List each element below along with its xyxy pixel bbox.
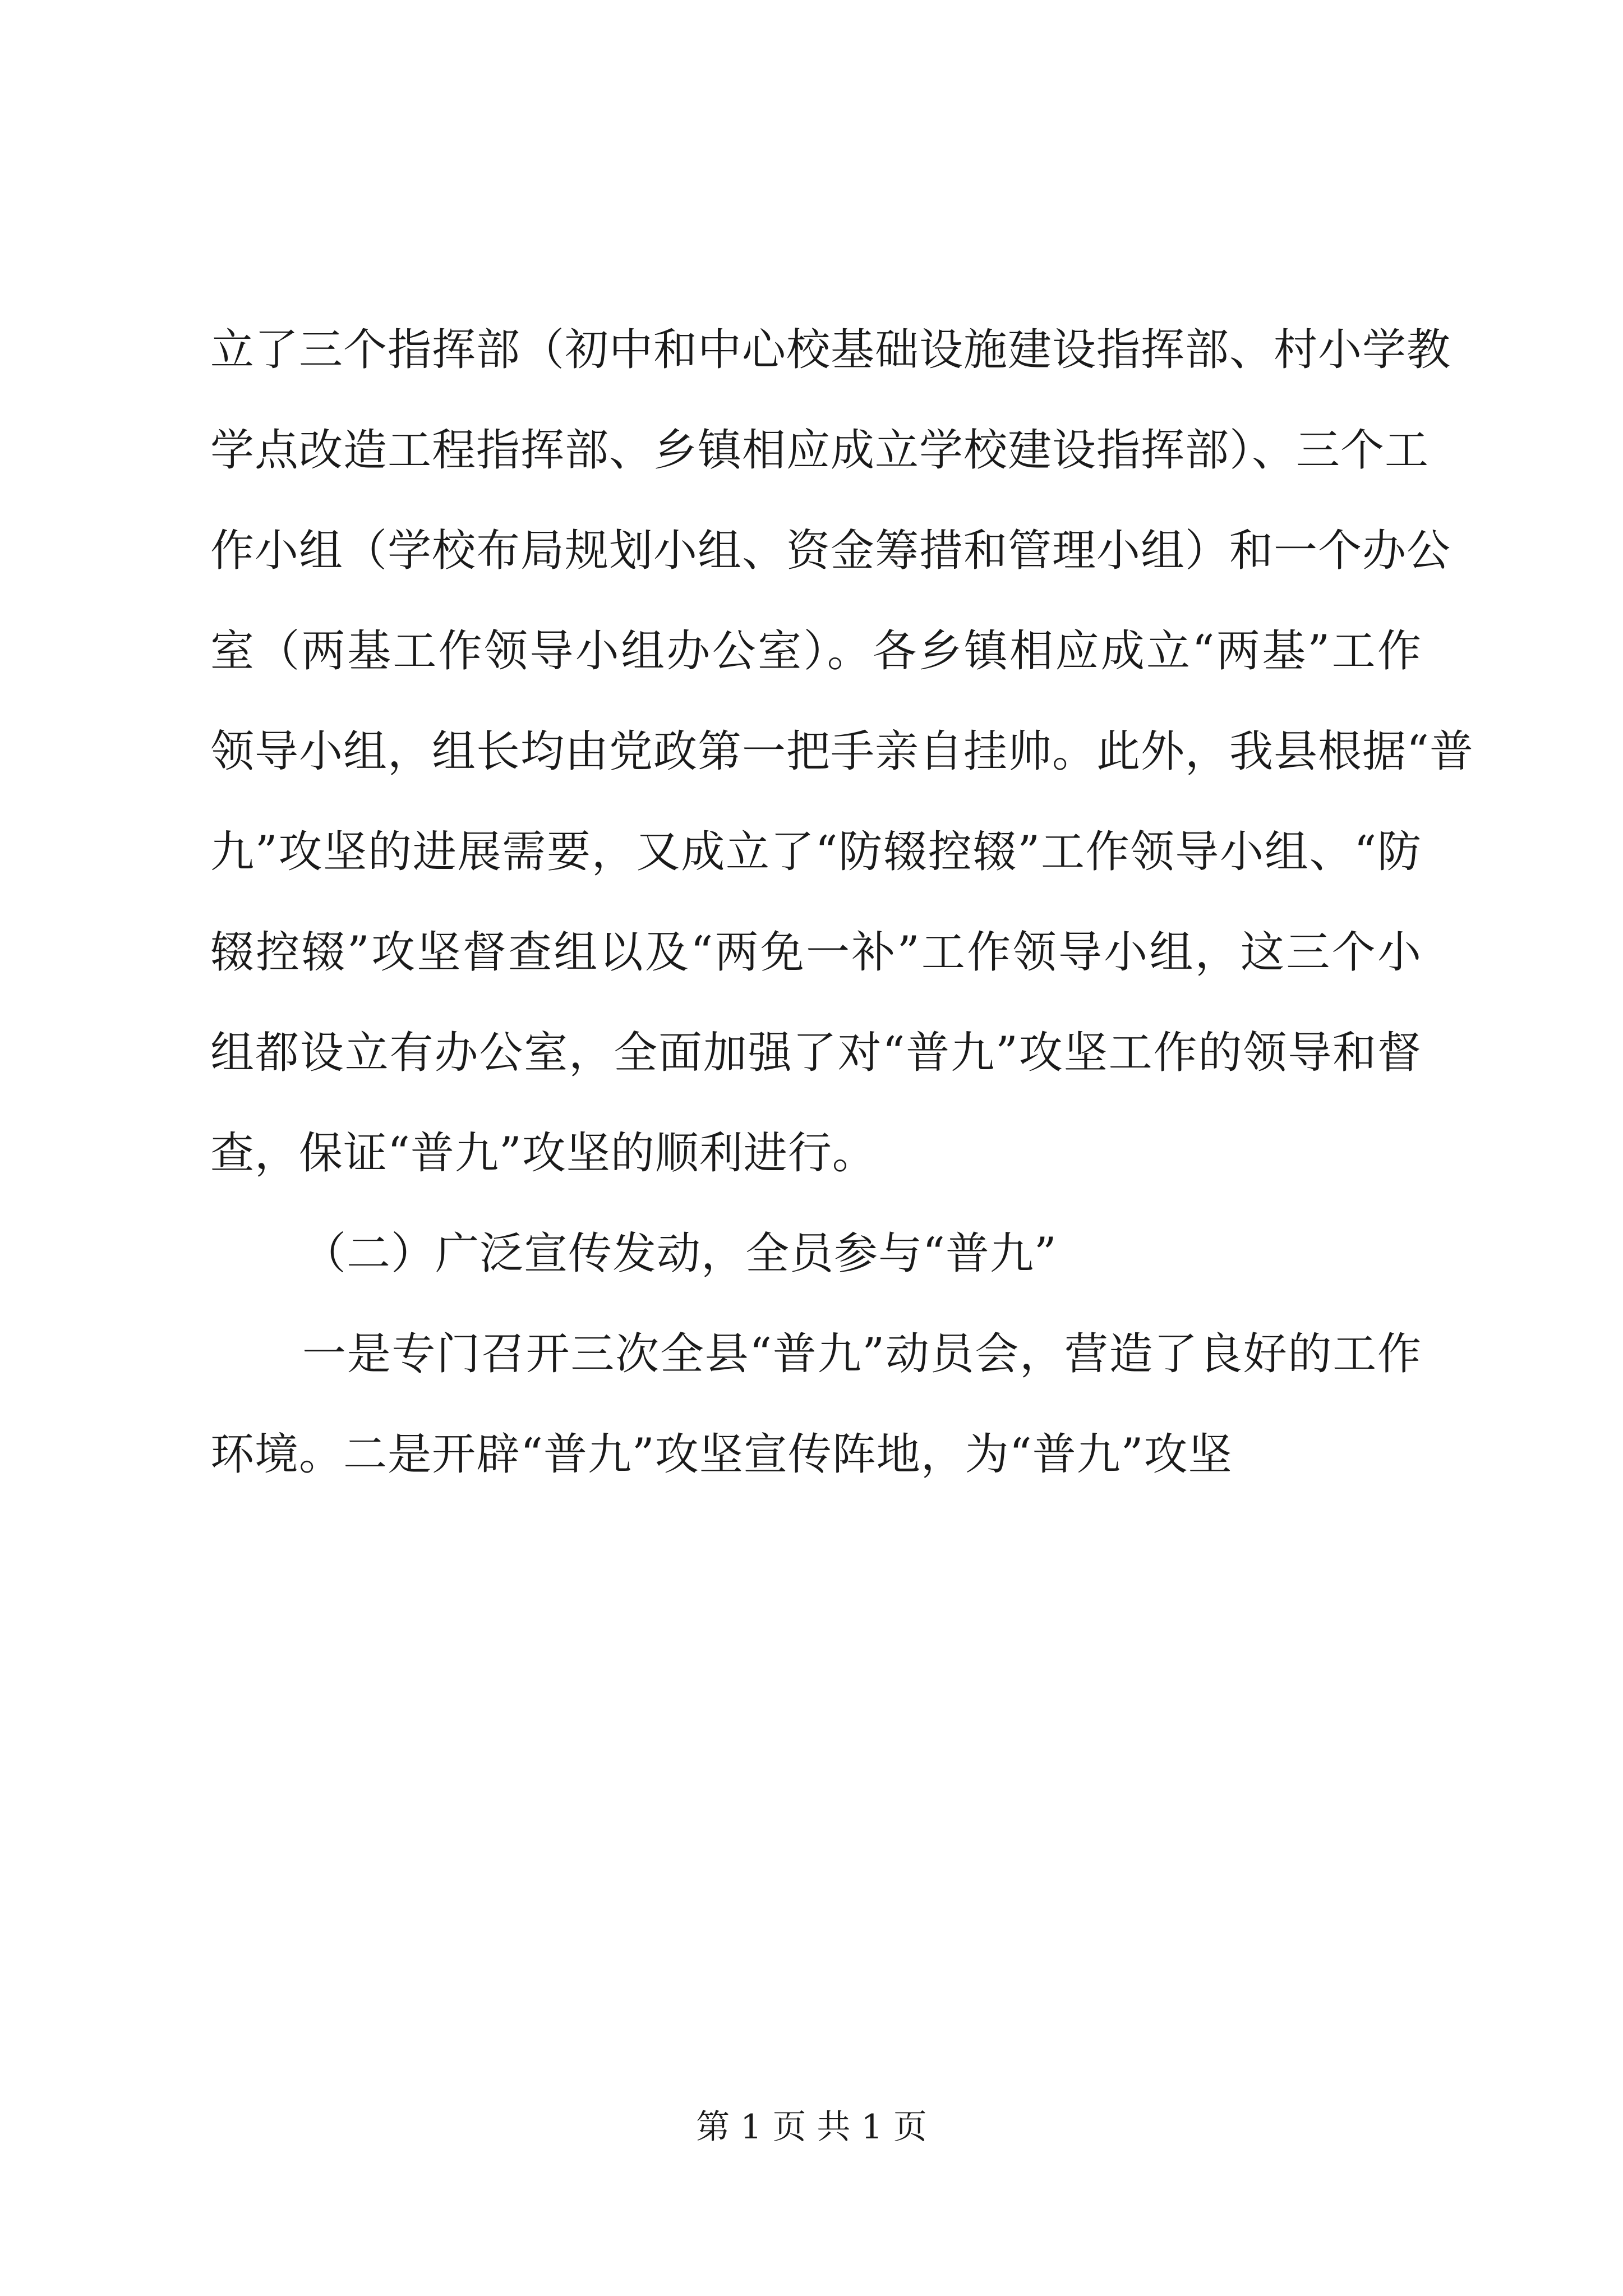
text-line: 作小组（学校布局规划小组、资金筹措和管理小组）和一个办公 [210,526,1451,576]
text-line: 领导小组，组长均由党政第一把手亲自挂帅。此外，我县根据“普 [210,726,1474,777]
text-line: 室（两基工作领导小组办公室）。各乡镇相应成立“两基”工作 [210,626,1422,677]
text-line: 环境。二是开辟“普九”攻坚宣传阵地，为“普九”攻坚 [210,1429,1233,1480]
text-line: 查，保证“普九”攻坚的顺利进行。 [210,1128,877,1179]
text-line: 立了三个指挥部（初中和中心校基础设施建设指挥部、村小学教 [210,325,1451,375]
page-footer: 第 1 页 共 1 页 [696,2108,927,2147]
section-heading: （二）广泛宣传发动，全员参与“普九” [302,1228,1057,1279]
text-line: 组都设立有办公室，全面加强了对“普九”攻坚工作的领导和督 [210,1028,1422,1078]
text-line: 一是专门召开三次全县“普九”动员会，营造了良好的工作 [302,1329,1422,1379]
text-line: 学点改造工程指挥部、乡镇相应成立学校建设指挥部）、三个工 [210,425,1430,476]
text-line: 辍控辍”攻坚督查组以及“两免一补”工作领导小组，这三个小 [210,927,1422,978]
text-line: 九”攻坚的进展需要，又成立了“防辍控辍”工作领导小组、“防 [210,827,1422,877]
body-text [210,300,1474,1505]
